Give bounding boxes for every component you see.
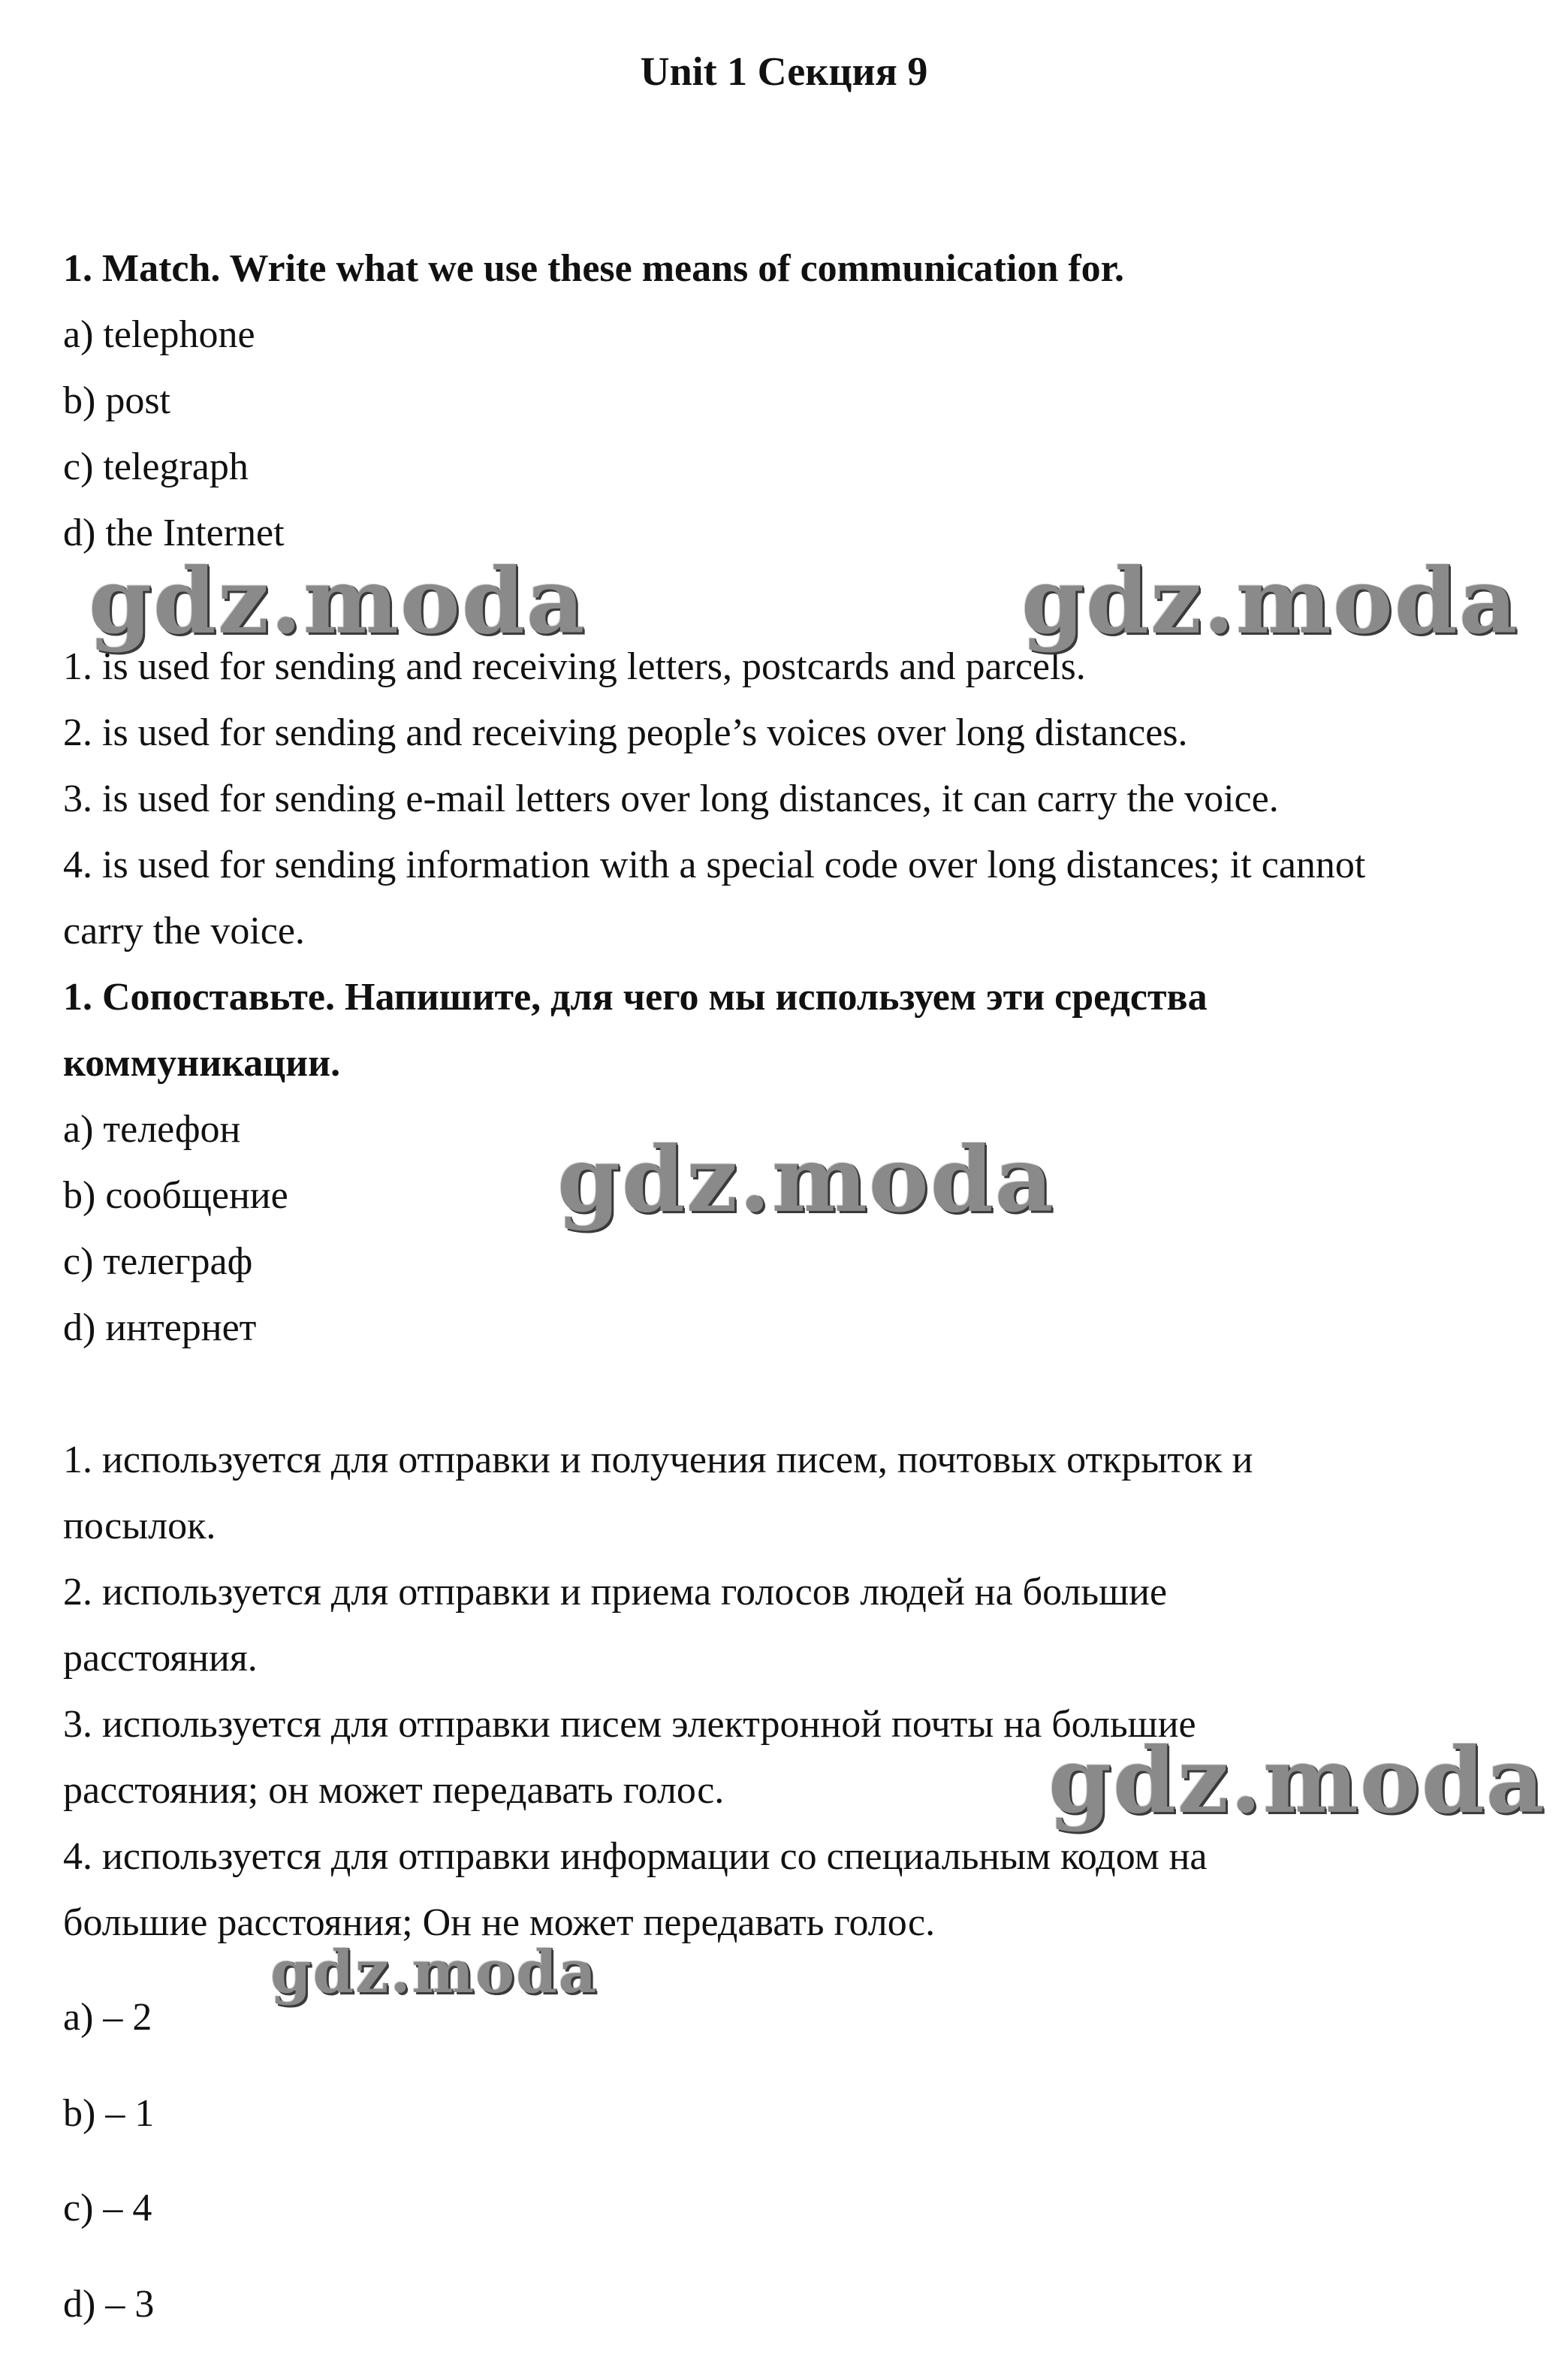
definition-item: посылок. bbox=[63, 1505, 216, 1547]
definition-item: 4. is used for sending information with a special code over long distances; it cannot bbox=[63, 844, 1366, 886]
definition-item: 3. is used for sending e-mail letters over long distances, it can carry the voice. bbox=[63, 777, 1279, 820]
option-item: b) сообщение bbox=[63, 1174, 288, 1217]
option-item: c) телеграф bbox=[63, 1240, 253, 1283]
watermark: gdz.moda bbox=[89, 548, 586, 654]
answer-item: d) – 3 bbox=[63, 2283, 155, 2326]
option-item: a) телефон bbox=[63, 1108, 241, 1151]
exercise-heading-ru-cont: коммуникации. bbox=[63, 1042, 341, 1085]
watermark: gdz.moda bbox=[1048, 1728, 1546, 1834]
definition-item: большие расстояния; Он не может передавать голос. bbox=[63, 1901, 936, 1944]
definition-item: 2. используется для отправки и приема голосов людей на большие bbox=[63, 1571, 1168, 1614]
definition-item: 4. используется для отправки информации со специальным кодом на bbox=[63, 1835, 1208, 1878]
watermark: gdz.moda bbox=[557, 1127, 1055, 1233]
watermark: gdz.moda bbox=[1021, 548, 1519, 654]
option-item: d) the Internet bbox=[63, 512, 285, 554]
definition-item: 1. is used for sending and receiving letters, postcards and parcels. bbox=[63, 645, 1086, 688]
answer-item: b) – 1 bbox=[63, 2092, 155, 2135]
exercise-heading-en: 1. Match. Write what we use these means of communication for. bbox=[63, 247, 1124, 290]
definition-item: carry the voice. bbox=[63, 910, 305, 953]
option-item: a) telephone bbox=[63, 313, 255, 356]
answer-item: a) – 2 bbox=[63, 1996, 152, 2039]
definition-item: расстояния. bbox=[63, 1637, 258, 1680]
definition-item: 1. используется для отправки и получения писем, почтовых открыток и bbox=[63, 1439, 1253, 1481]
definition-item: расстояния; он может передавать голос. bbox=[63, 1769, 725, 1812]
exercise-heading-ru: 1. Сопоставьте. Напишите, для чего мы используем эти средства bbox=[63, 976, 1208, 1019]
option-item: d) интернет bbox=[63, 1306, 257, 1349]
definition-item: 3. используется для отправки писем электронной почты на большие bbox=[63, 1703, 1196, 1746]
watermark: gdz.moda bbox=[270, 1938, 599, 2006]
answer-item: c) – 4 bbox=[63, 2187, 152, 2230]
option-item: b) post bbox=[63, 379, 170, 422]
definition-item: 2. is used for sending and receiving people’s voices over long distances. bbox=[63, 711, 1188, 754]
option-item: c) telegraph bbox=[63, 445, 249, 488]
page-title: Unit 1 Секция 9 bbox=[640, 49, 928, 94]
